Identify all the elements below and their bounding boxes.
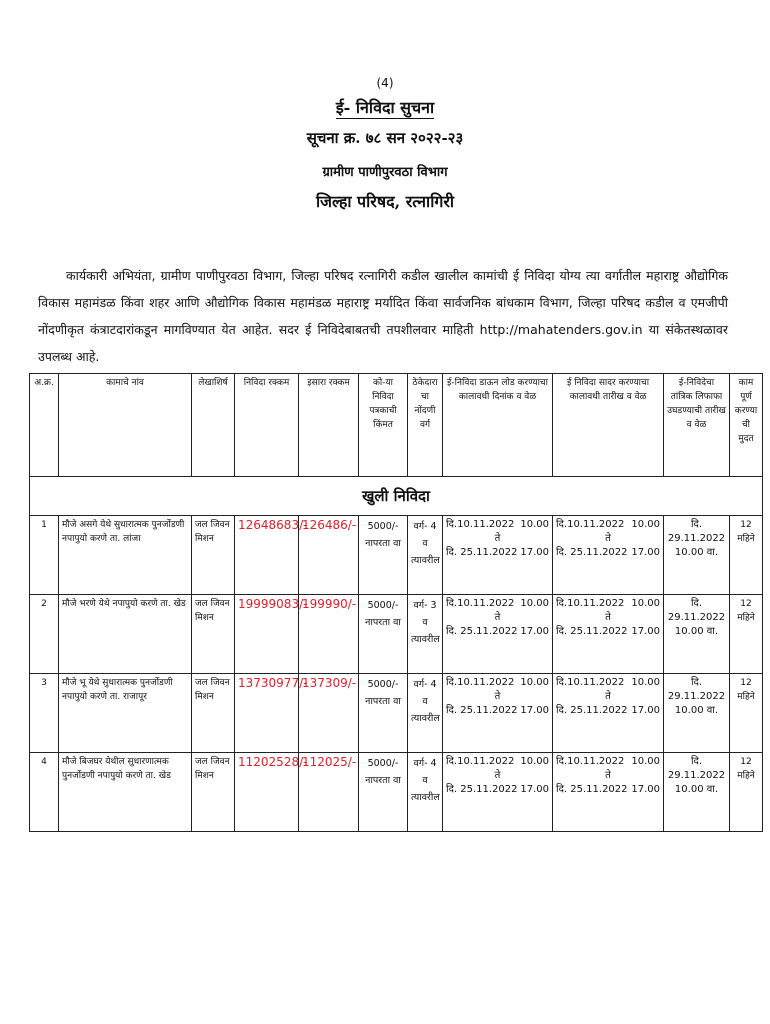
emd-amount: 199990/-	[299, 595, 359, 674]
form-fee: 5000/- नापरता वा	[359, 595, 408, 674]
table-row	[30, 674, 763, 753]
col-header-tender-amount: निविदा रक्कम	[235, 374, 299, 477]
col-header-emd: इसारा रक्कम	[299, 374, 359, 477]
col-header-work-name: कामाचे नांव	[59, 374, 192, 477]
download-period: दि.10.11.2022 10.00 ते दि. 25.11.2022 17.00	[443, 595, 553, 674]
section-label: खुली निविदा	[30, 477, 763, 516]
section-row	[30, 477, 763, 516]
tender-amount: 12648683/-	[235, 516, 299, 595]
sr-no: 1	[30, 516, 59, 595]
account-head: जल जिवन मिशन	[192, 674, 235, 753]
account-head: जल जिवन मिशन	[192, 595, 235, 674]
work-name: मौजे भू येथे सुधारात्मक पुनर्जोडणी नपापुयो करणे ता. राजापूर	[59, 674, 192, 753]
notice-number: सूचना क्र. ७८ सन २०२२-२३	[306, 129, 464, 147]
download-period: दि.10.11.2022 10.00 ते दि. 25.11.2022 17.00	[443, 674, 553, 753]
col-header-completion-period: काम पूर्ण करण्या ची मुदत	[730, 374, 763, 477]
contractor-class: वर्ग- 4 व त्यावरील	[408, 516, 443, 595]
sr-no: 3	[30, 674, 59, 753]
emd-amount: 137309/-	[299, 674, 359, 753]
submission-period: दि.10.11.2022 10.00 ते दि. 25.11.2022 17.00	[553, 674, 664, 753]
submission-period: दि.10.11.2022 10.00 ते दि. 25.11.2022 17.00	[553, 753, 664, 832]
table-header-row	[30, 374, 763, 477]
work-name: मौजे असगे येथे सुधारात्मक पुनर्जोडणी नपापुयो करणे ता. लांजा	[59, 516, 192, 595]
table-row	[30, 753, 763, 832]
contractor-class: वर्ग- 4 व त्यावरील	[408, 674, 443, 753]
table-row	[30, 516, 763, 595]
col-header-opening-date: ई-निविदेचा तांत्रिक लिफाफा उघडण्याची तारीख व वेळ	[664, 374, 730, 477]
account-head: जल जिवन मिशन	[192, 753, 235, 832]
download-period: दि.10.11.2022 10.00 ते दि. 25.11.2022 17.00	[443, 516, 553, 595]
col-header-contractor-class: ठेकेदारा चा नोंदणी वर्ग	[408, 374, 443, 477]
account-head: जल जिवन मिशन	[192, 516, 235, 595]
col-header-submission-period: ई निविदा सादर करण्याचा कालावधी तारीख व वेळ	[553, 374, 664, 477]
form-fee: 5000/- नापरता वा	[359, 674, 408, 753]
notice-title: ई- निविदा सुचना	[335, 98, 435, 117]
submission-period: दि.10.11.2022 10.00 ते दि. 25.11.2022 17.00	[553, 516, 664, 595]
tender-table	[29, 373, 763, 832]
opening-date: दि. 29.11.2022 10.00 वा.	[664, 753, 730, 832]
table-row	[30, 595, 763, 674]
emd-amount: 126486/-	[299, 516, 359, 595]
col-header-account-head: लेखाशिर्ष	[192, 374, 235, 477]
completion-period: 12 महिने	[730, 595, 763, 674]
work-name: मौजे बिजघर येथील सुधारणात्मक पुनर्जोडणी नपापुयो करणे ता. खेड	[59, 753, 192, 832]
completion-period: 12 महिने	[730, 753, 763, 832]
work-name: मौजे भरणे येथे नपापुयो करणे ता. खेड	[59, 595, 192, 674]
tender-amount: 13730977/-	[235, 674, 299, 753]
form-fee: 5000/- नापरता वा	[359, 753, 408, 832]
sr-no: 2	[30, 595, 59, 674]
department-name: ग्रामीण पाणीपुरवठा विभाग	[322, 165, 448, 180]
office-name: जिल्हा परिषद, रत्नागिरी	[315, 192, 455, 211]
tender-amount: 19999083/-	[235, 595, 299, 674]
tender-amount: 11202528/-	[235, 753, 299, 832]
col-header-sr-no: अ.क्र.	[30, 374, 59, 477]
opening-date: दि. 29.11.2022 10.00 वा.	[664, 674, 730, 753]
download-period: दि.10.11.2022 10.00 ते दि. 25.11.2022 17.00	[443, 753, 553, 832]
form-fee: 5000/- नापरता वा	[359, 516, 408, 595]
opening-date: दि. 29.11.2022 10.00 वा.	[664, 595, 730, 674]
submission-period: दि.10.11.2022 10.00 ते दि. 25.11.2022 17.00	[553, 595, 664, 674]
opening-date: दि. 29.11.2022 10.00 वा.	[664, 516, 730, 595]
notice-paragraph: कार्यकारी अभियंता, ग्रामीण पाणीपुरवठा विभाग, जिल्हा परिषद रत्नागिरी कडील खालील कामांची ई निविदा योग्य त्या वर्गातील महाराष्ट्र औद्योगिक विकास महामंडळ किंवा शहर आणि औद्योगिक विकास महामंडळ महाराष्ट्र मर्यादित किंवा सार्वजनिक बांधकाम विभाग, जिल्हा परिषद कडील व एमजीपी नोंदणीकृत कंत्राटदारांकडून मागविण्यात येत आहेत. सदर ई निविदेबाबतची तपशीलवार माहिती http://mahatenders.gov.in या संकेतस्थळावर उपलब्ध आहे.	[38, 268, 728, 364]
col-header-form-fee: को-या निविदा पत्रकाची किंमत	[359, 374, 408, 477]
sr-no: 4	[30, 753, 59, 832]
col-header-download-period: ई-निविदा डाऊन लोड करण्याचा कालावधी दिनांक व वेळ	[443, 374, 553, 477]
contractor-class: वर्ग- 3 व त्यावरील	[408, 595, 443, 674]
emd-amount: 112025/-	[299, 753, 359, 832]
completion-period: 12 महिने	[730, 516, 763, 595]
completion-period: 12 महिने	[730, 674, 763, 753]
contractor-class: वर्ग- 4 व त्यावरील	[408, 753, 443, 832]
page-number: (4)	[376, 76, 394, 90]
